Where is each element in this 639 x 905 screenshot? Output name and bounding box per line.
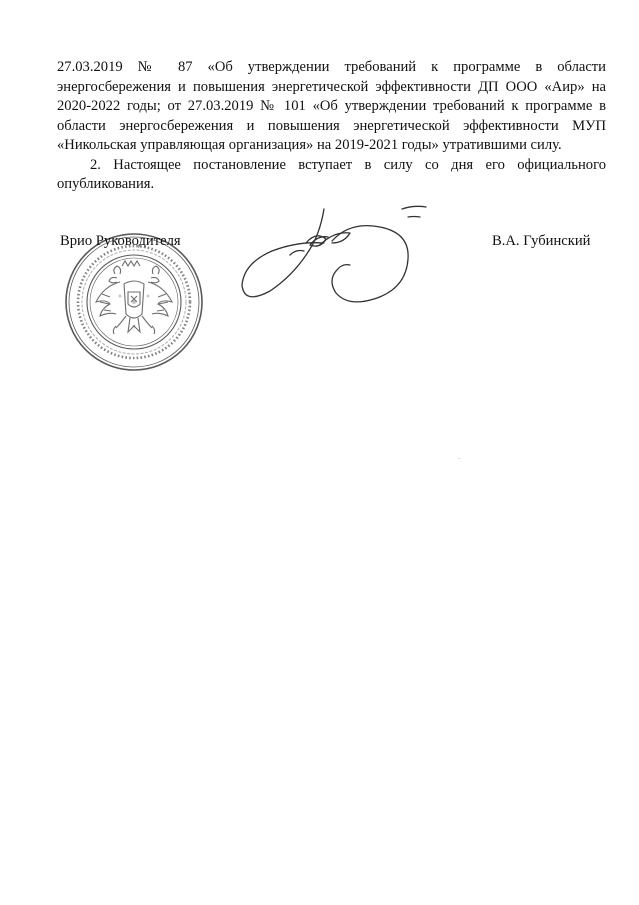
signatory-name: В.А. Губинский xyxy=(492,233,591,249)
handwritten-signature xyxy=(228,195,443,310)
paragraph-item-2: 2. Настоящее постановление вступает в силу со дня его официального опубликования. xyxy=(57,156,606,192)
signatory-position: Врио Руководителя xyxy=(60,233,181,249)
official-seal-stamp xyxy=(60,230,210,375)
paragraph-continuation: 27.03.2019 № 87 «Об утверждении требований к программе в области энергосбережения и повышения энергетической эффективности ДП ООО «Аир» на 2020-2022 годы; от 27.03.2019 № 101 «Об утверждении требований к программе в области энергосбережения и повышения энергетической эффективности МУП «Никольская управляющая организация» на 2019-2021 годы» утратившими силу. xyxy=(57,59,606,153)
document-body xyxy=(57,58,606,195)
scan-artifact xyxy=(458,458,460,459)
